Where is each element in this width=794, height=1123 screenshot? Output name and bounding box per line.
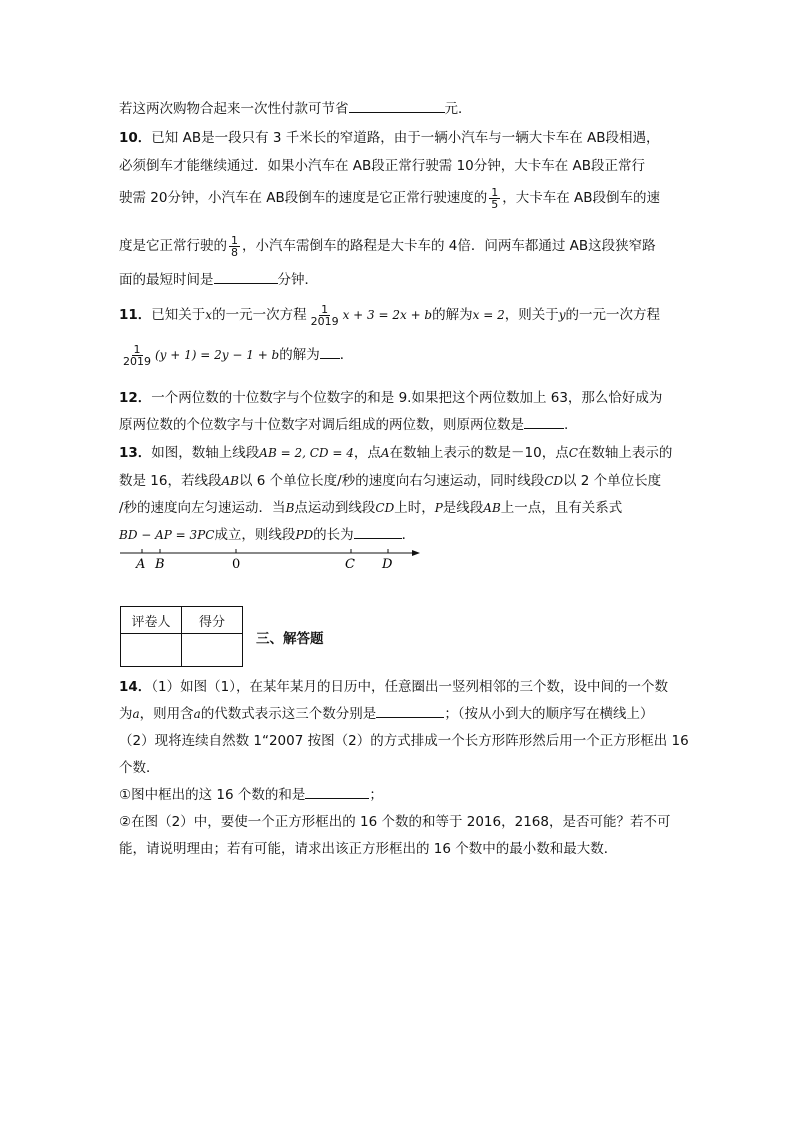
- q14-line-2: [119, 702, 654, 722]
- q13-text-3c: 上时，: [394, 500, 435, 516]
- q10-number: 10．: [119, 130, 152, 146]
- q10-line-5: [119, 268, 318, 288]
- q13-point-p: P: [434, 501, 443, 515]
- q9-tail-line: [119, 97, 472, 117]
- q13-line-2: [119, 469, 661, 489]
- q14-line-1: [119, 675, 668, 695]
- number-line-figure: [110, 540, 430, 574]
- q14-var-a-2: a: [193, 707, 201, 721]
- axis-label-a: A: [136, 557, 146, 572]
- axis-label-zero: 0: [232, 557, 241, 572]
- q13-text-1c: 在数轴上表示的数是－10，点: [389, 445, 569, 461]
- q13-math-1: AB = 2, CD = 4: [259, 446, 354, 460]
- q11-solution: x = 2: [472, 308, 505, 322]
- q14-text-5a: ①图中框出的这 16 个数的和是: [119, 787, 306, 803]
- q13-point-c: C: [568, 446, 578, 460]
- q13-text-3e: 上一点，且有关系式: [500, 500, 623, 516]
- q10-line-2: [119, 154, 645, 174]
- q10-text-2: 必须倒车才能继续通过．如果小汽车在 AB段正常行驶需 10分钟，大卡车在 AB段正常行: [119, 158, 646, 174]
- q14-line-4: [119, 756, 160, 776]
- q11-text-1e: 的一元一次方程: [565, 307, 660, 323]
- q13-text-4b: 成立，则线段: [214, 527, 296, 543]
- q14-line-7: [119, 837, 617, 857]
- number-line-arrow: [412, 550, 420, 556]
- score-table-score-cell[interactable]: [182, 634, 243, 667]
- q14-line-6: [119, 810, 670, 830]
- q14-text-1: （1）如图（1），在某年某月的日历中，任意圈出一竖列相邻的三个数，设中间的一个数: [151, 679, 668, 695]
- q10-line-1: [119, 126, 660, 146]
- q14-text-2b: ，则用含: [139, 706, 194, 722]
- q13-point-a: A: [380, 446, 390, 460]
- q11-text-1a: 已知关于: [151, 307, 206, 323]
- q14-answer-blank-2[interactable]: [305, 784, 369, 799]
- q10-text-5a: 面的最短时间是: [119, 272, 214, 288]
- q12-text-end: .: [564, 417, 569, 433]
- q14-text-2c: 的代数式表示这三个数分别是: [200, 706, 377, 722]
- q12-text-2: 原两位数的个位数字与十位数字对调后组成的两位数，则原两位数是: [119, 417, 524, 433]
- q13-text-1b: ，点: [353, 445, 381, 461]
- q14-text-2a: 为: [119, 706, 133, 722]
- q11-text-2c: ．: [339, 347, 354, 363]
- q11-fraction-2: $\frac{1}{2019}$: [123, 342, 151, 368]
- q12-answer-blank[interactable]: [524, 414, 564, 429]
- q11-number: 11．: [119, 307, 152, 323]
- q13-text-3a: /秒的速度向左匀速运动．当: [119, 500, 286, 516]
- q14-text-4: 个数．: [119, 760, 160, 776]
- q12-line-2: [119, 413, 568, 433]
- q12-text-1: 一个两位数的十位数字与个位数字的和是 9.如果把这个两位数加上 63，那么恰好成为: [151, 390, 663, 406]
- q13-segment-cd-2: CD: [375, 501, 395, 515]
- q13-point-b: B: [285, 501, 295, 515]
- q11-text-1b: 的一元一次方程: [212, 307, 307, 323]
- score-table-grader-cell[interactable]: [121, 634, 182, 667]
- q11-text-1d: ，则关于: [504, 307, 559, 323]
- q13-text-1a: 如图，数轴上线段: [151, 445, 260, 461]
- score-table-grader-header: 评卷人: [121, 607, 182, 634]
- q13-segment-cd: CD: [544, 474, 564, 488]
- q14-line-3: [119, 729, 689, 749]
- q10-text-3b: ，大卡车在 AB段倒车的速: [502, 190, 661, 206]
- q13-text-1d: 在数轴上表示的: [577, 445, 673, 461]
- q11-line-1: [119, 303, 660, 327]
- q10-line-3: [119, 186, 660, 210]
- q10-line-4: [119, 234, 656, 258]
- q11-var-x: x: [205, 308, 213, 322]
- q10-text-4b: ，小汽车需倒车的路程是大卡车的 4倍．问两车都通过 AB这段狭窄路: [242, 238, 656, 254]
- q13-math-2: BD − AP = 3PC: [119, 528, 215, 542]
- q12-line-1: [119, 386, 662, 406]
- q11-line-2: [119, 343, 353, 367]
- q13-segment-pd: PD: [295, 528, 314, 542]
- q11-equation-1: x + 3 = 2x + b: [342, 308, 433, 322]
- axis-label-d: D: [382, 557, 393, 572]
- q11-text-1c: 的解为: [432, 307, 473, 323]
- q10-text-5b: 分钟．: [277, 272, 318, 288]
- axis-label-c: C: [345, 557, 355, 572]
- q13-segment-ab: AB: [221, 474, 239, 488]
- q11-var-y: y: [558, 308, 566, 322]
- q9-answer-blank[interactable]: [349, 98, 445, 113]
- q9-suffix: 元．: [444, 101, 472, 117]
- q13-text-2b: 以 6 个单位长度/秒的速度向右匀速运动，同时线段: [238, 473, 545, 489]
- q13-number: 13．: [119, 445, 152, 461]
- q11-text-2b: 的解为: [279, 347, 320, 363]
- q9-tail-text: 若这两次购物合起来一次性付款可节省: [119, 101, 349, 117]
- axis-label-b: B: [155, 557, 165, 572]
- q14-text-3: （2）现将连续自然数 1“2007 按图（2）的方式排成一个长方形阵形然后用一个正方形框出 16: [119, 733, 689, 749]
- q10-fraction-1-8: $\frac{1}{8}$: [231, 233, 238, 259]
- q13-text-3d: 是线段: [442, 500, 484, 516]
- q14-text-5b: ；: [369, 787, 383, 803]
- q14-text-2d: ；（按从小到大的顺序写在横线上）: [444, 706, 654, 722]
- q13-line-3: [119, 496, 622, 516]
- q10-text-4a: 度是它正常行驶的: [119, 238, 227, 254]
- score-table: [120, 606, 243, 667]
- q13-text-4c: 的长为: [313, 527, 354, 543]
- q10-text-3a: 驶需 20分钟，小汽车在 AB段倒车的速度是它正常行驶速度的: [119, 190, 488, 206]
- q11-answer-blank[interactable]: [320, 344, 340, 359]
- q13-text-4d: ．: [401, 527, 416, 543]
- q14-text-6: ②在图（2）中，要使一个正方形框出的 16 个数的和等于 2016，2168，是否可能？若不可: [119, 814, 671, 830]
- q14-answer-blank-1[interactable]: [376, 703, 444, 718]
- q11-equation-2: (y + 1) = 2y − 1 + b: [155, 348, 280, 362]
- q13-text-2a: 数是 16，若线段: [119, 473, 222, 489]
- q11-fraction-1-2019: $\frac{1}{2019}$: [310, 302, 339, 328]
- q13-line-1: [119, 441, 672, 461]
- section-title: 三、解答题: [256, 631, 324, 647]
- score-table-score-header: 得分: [182, 607, 243, 634]
- q14-number: 14．: [119, 679, 152, 695]
- q14-var-a: a: [132, 707, 140, 721]
- q13-segment-ab-2: AB: [483, 501, 501, 515]
- q12-number: 12．: [119, 390, 152, 406]
- q10-text-1: 已知 AB是一段只有 3 千米长的窄道路，由于一辆小汽车与一辆大卡车在 AB段相遇，: [151, 130, 660, 146]
- q13-text-3b: 点运动到线段: [294, 500, 376, 516]
- q14-line-5: [119, 783, 383, 803]
- q13-text-2c: 以 2 个单位长度: [563, 473, 662, 489]
- q10-fraction-1-5: $\frac{1}{5}$: [491, 185, 499, 211]
- q13-answer-blank[interactable]: [354, 524, 402, 539]
- q10-answer-blank[interactable]: [214, 269, 278, 284]
- q14-text-7: 能，请说明理由；若有可能，请求出该正方形框出的 16 个数中的最小数和最大数．: [119, 841, 618, 857]
